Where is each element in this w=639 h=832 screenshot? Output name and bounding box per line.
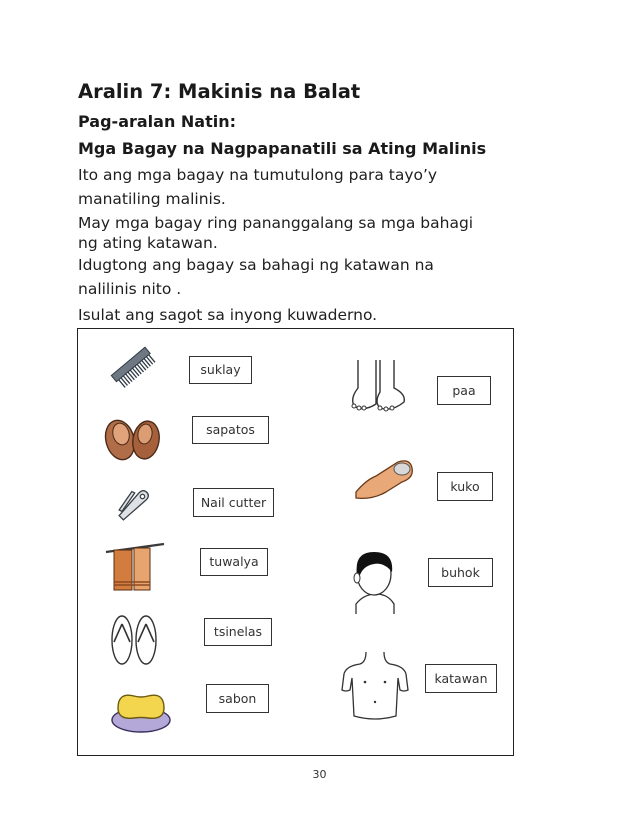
paragraph-line: ng ating katawan. xyxy=(78,234,218,252)
paragraph-line: Isulat ang sagot sa inyong kuwaderno. xyxy=(78,306,378,324)
label-paa: paa xyxy=(437,376,491,405)
slippers-icon xyxy=(106,612,162,668)
label-kuko: kuko xyxy=(437,472,493,501)
section-heading: Pag-aralan Natin: xyxy=(78,112,237,131)
label-sapatos: sapatos xyxy=(192,416,269,444)
body-torso-icon xyxy=(340,650,410,722)
shoes-icon xyxy=(100,408,164,466)
paragraph-line: Idugtong ang bagay sa bahagi ng katawan na xyxy=(78,256,434,274)
comb-icon xyxy=(106,342,158,390)
label-sabon: sabon xyxy=(206,684,269,713)
page-number: 30 xyxy=(312,768,327,781)
fingernail-icon xyxy=(352,452,416,502)
paragraph-line: nalilinis nito . xyxy=(78,280,182,298)
label-tsinelas: tsinelas xyxy=(204,618,272,646)
label-nail-cutter: Nail cutter xyxy=(193,488,274,517)
soap-icon xyxy=(110,686,172,736)
paragraph-line: Ito ang mga bagay na tumutulong para tayo’y xyxy=(78,166,438,184)
paragraph-line: May mga bagay ring pananggalang sa mga bahagi xyxy=(78,214,474,232)
label-katawan: katawan xyxy=(425,664,497,693)
topic-heading: Mga Bagay na Nagpapanatili sa Ating Malinis xyxy=(78,139,487,158)
label-buhok: buhok xyxy=(428,558,493,587)
towel-icon xyxy=(104,542,166,594)
feet-icon xyxy=(344,358,410,414)
nail-cutter-icon xyxy=(112,484,156,526)
lesson-title: Aralin 7: Makinis na Balat xyxy=(78,80,361,103)
label-suklay: suklay xyxy=(189,356,252,384)
hair-head-icon xyxy=(344,548,408,616)
paragraph-line: manatiling malinis. xyxy=(78,190,226,208)
label-tuwalya: tuwalya xyxy=(200,548,268,576)
